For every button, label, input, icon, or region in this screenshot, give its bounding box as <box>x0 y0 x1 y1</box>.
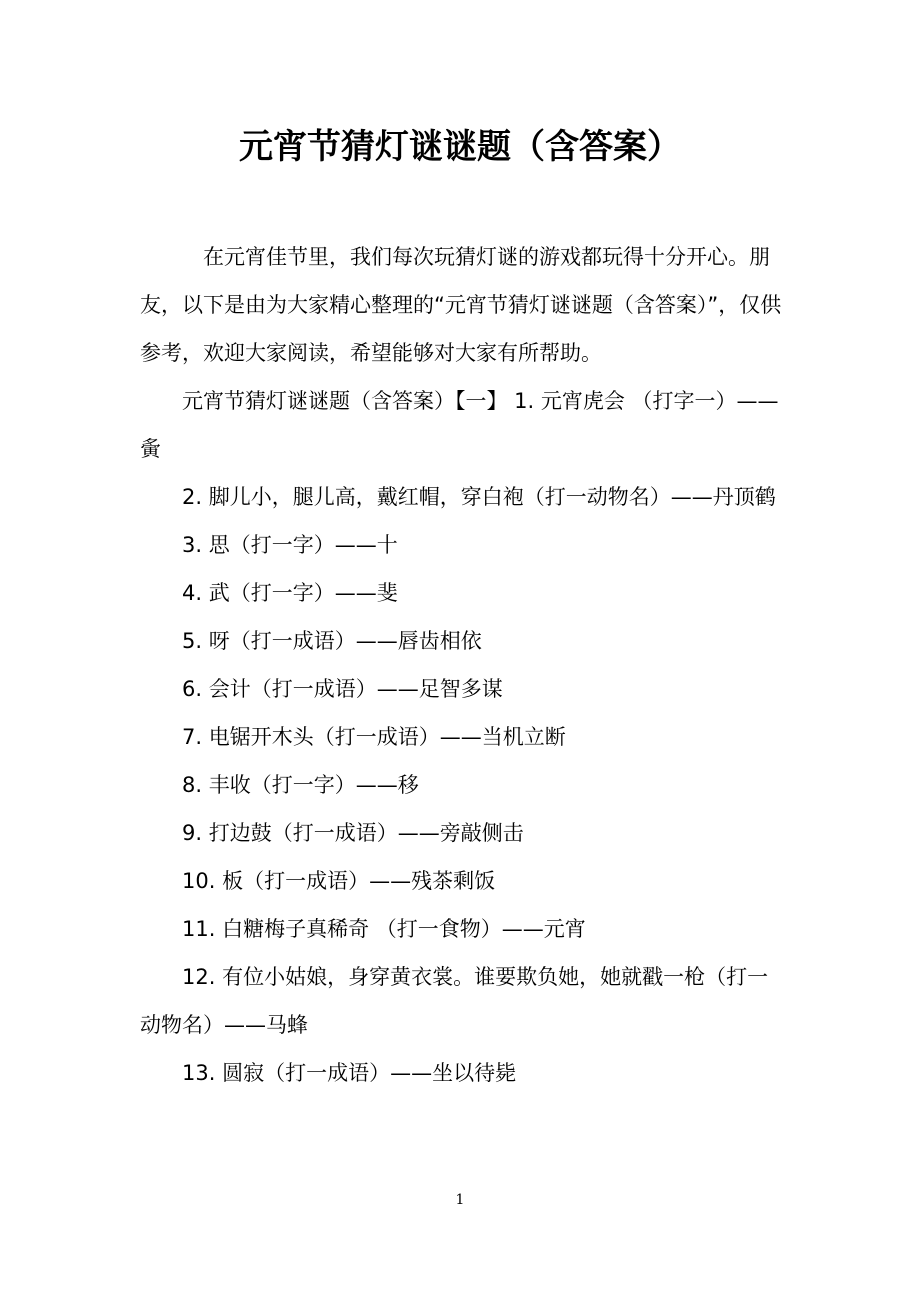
document-title: 元宵节猜灯谜谜题（含答案） <box>239 127 681 167</box>
riddle-item-6: 6. 会计（打一成语）——足智多谋 <box>182 677 503 701</box>
riddle-item-3: 3. 思（打一字）——十 <box>182 533 398 557</box>
riddle-item-10: 10. 板（打一成语）——残茶剩饭 <box>182 869 496 893</box>
riddle-item-2: 2. 脚儿小，腿儿高，戴红帽，穿白袍（打一动物名）——丹顶鹤 <box>182 485 776 509</box>
document-body <box>140 233 785 1097</box>
page-number: 1 <box>455 1192 465 1208</box>
riddle-item-7: 7. 电锯开木头（打一成语）——当机立断 <box>182 725 566 749</box>
riddle-item-4: 4. 武（打一字）——斐 <box>182 581 398 605</box>
riddle-heading-item-1: 元宵节猜灯谜谜题（含答案）【一】 1. 元宵虎会 （打字一）——夤 <box>140 389 779 461</box>
riddle-item-5: 5. 呀（打一成语）——唇齿相依 <box>182 629 482 653</box>
riddle-item-13: 13. 圆寂（打一成语）——坐以待毙 <box>182 1061 517 1085</box>
riddle-item-8: 8. 丰收（打一字）——移 <box>182 773 419 797</box>
intro-paragraph: 在元宵佳节里，我们每次玩猜灯谜的游戏都玩得十分开心。朋友，以下是由为大家精心整理的“元宵节猜灯谜谜题（含答案）”，仅供参考，欢迎大家阅读，希望能够对大家有所帮助。 <box>140 245 782 365</box>
riddle-item-9: 9. 打边鼓（打一成语）——旁敲侧击 <box>182 821 524 845</box>
riddle-item-11: 11. 白糖梅子真稀奇 （打一食物）——元宵 <box>182 917 586 941</box>
riddle-item-12: 12. 有位小姑娘，身穿黄衣裳。谁要欺负她，她就戳一枪（打一动物名）——马蜂 <box>140 965 769 1037</box>
